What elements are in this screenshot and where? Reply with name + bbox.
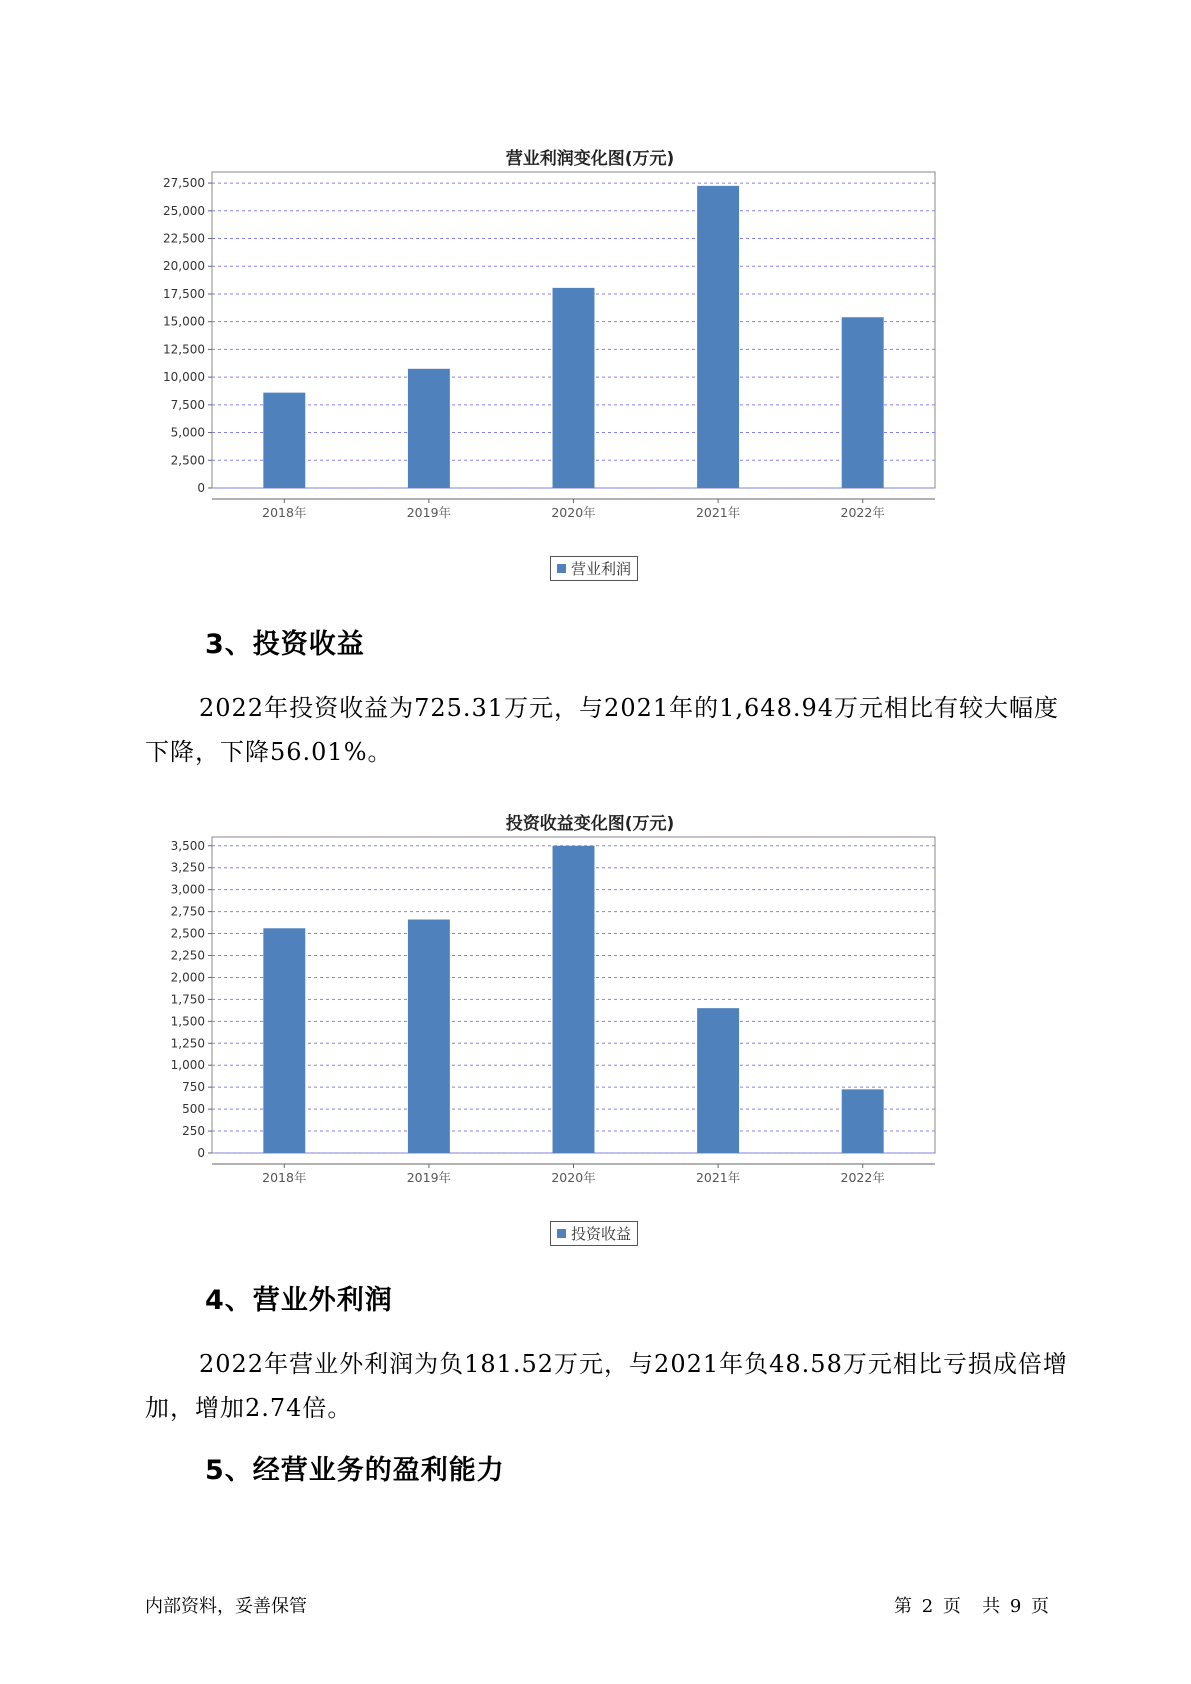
footer-confidential: 内部资料，妥善保管	[145, 1596, 307, 1617]
page-number: 2	[921, 1596, 934, 1617]
y-tick-label: 250	[182, 1124, 205, 1139]
y-tick-label: 2,500	[170, 926, 205, 941]
y-tick-label: 27,500	[163, 176, 205, 191]
y-tick-label: 750	[182, 1080, 205, 1095]
y-tick-label: 17,500	[163, 286, 205, 301]
y-tick-label: 500	[182, 1102, 205, 1117]
y-tick-label: 15,000	[163, 314, 205, 329]
y-tick-label: 3,250	[170, 860, 205, 875]
y-tick-label: 2,750	[170, 904, 205, 919]
x-tick-label: 2018年	[262, 505, 307, 520]
y-tick-label: 20,000	[163, 259, 205, 274]
y-tick-label: 3,500	[170, 838, 205, 853]
total-pages: 9	[1009, 1596, 1022, 1617]
bar	[842, 1089, 884, 1153]
y-tick-label: 22,500	[163, 231, 205, 246]
y-tick-label: 3,000	[170, 882, 205, 897]
y-tick-label: 0	[197, 481, 205, 495]
legend-swatch	[557, 564, 566, 573]
x-tick-label: 2020年	[551, 505, 596, 520]
x-tick-label: 2022年	[840, 1170, 885, 1185]
y-tick-label: 5,000	[170, 425, 205, 440]
legend-swatch	[557, 1229, 566, 1238]
bar	[263, 393, 305, 488]
bar	[842, 317, 884, 488]
x-tick-label: 2021年	[695, 1170, 741, 1185]
chart-legend	[550, 1221, 638, 1246]
bar	[697, 186, 739, 488]
section-heading-4: 4、营业外利润	[205, 1285, 393, 1316]
y-tick-label: 2,500	[170, 453, 205, 468]
y-tick-label: 2,250	[170, 948, 205, 963]
chart-title: 投资收益变化图(万元)	[505, 814, 675, 834]
x-tick-label: 2020年	[551, 1170, 596, 1185]
section-heading-3: 3、投资收益	[205, 629, 365, 660]
legend-label: 投资收益	[571, 1225, 632, 1243]
bar	[553, 846, 595, 1153]
footer-page-info	[892, 1592, 1051, 1618]
chart-plot	[160, 835, 1020, 1215]
bar	[553, 288, 595, 488]
page-mid: 页	[942, 1596, 961, 1617]
chart-plot	[160, 170, 1020, 550]
section-paragraph-3: 2022年投资收益为725.31万元，与2021年的1,648.94万元相比有较大幅度下降，下降56.01%。	[145, 694, 1060, 766]
page-prefix: 第	[893, 1596, 912, 1617]
y-tick-label: 10,000	[163, 370, 205, 385]
total-prefix: 共	[982, 1596, 1001, 1617]
chart-legend	[550, 556, 638, 581]
y-tick-label: 25,000	[163, 203, 205, 218]
y-tick-label: 0	[197, 1146, 205, 1160]
y-tick-label: 1,500	[170, 1014, 205, 1029]
investment-income-chart	[160, 805, 1020, 1255]
y-tick-label: 1,250	[170, 1036, 205, 1051]
bar	[408, 920, 450, 1153]
section-paragraph-4: 2022年营业外利润为负181.52万元，与2021年负48.58万元相比亏损成倍增加，增加2.74倍。	[145, 1350, 1068, 1422]
x-tick-label: 2019年	[406, 505, 452, 520]
total-suffix: 页	[1031, 1596, 1049, 1617]
y-tick-label: 12,500	[163, 342, 205, 357]
legend-label: 营业利润	[571, 560, 632, 578]
x-tick-label: 2019年	[406, 1170, 452, 1185]
bar	[263, 928, 305, 1153]
section-heading-5: 5、经营业务的盈利能力	[205, 1455, 505, 1486]
y-tick-label: 7,500	[170, 397, 205, 412]
y-tick-label: 1,750	[170, 992, 205, 1007]
y-tick-label: 2,000	[170, 970, 205, 985]
chart-title: 营业利润变化图(万元)	[505, 149, 675, 169]
bar	[697, 1008, 739, 1153]
x-tick-label: 2018年	[262, 1170, 307, 1185]
operating-profit-chart	[160, 140, 1020, 590]
x-tick-label: 2022年	[840, 505, 885, 520]
y-tick-label: 1,000	[170, 1058, 205, 1073]
bar	[408, 369, 450, 488]
x-tick-label: 2021年	[695, 505, 741, 520]
